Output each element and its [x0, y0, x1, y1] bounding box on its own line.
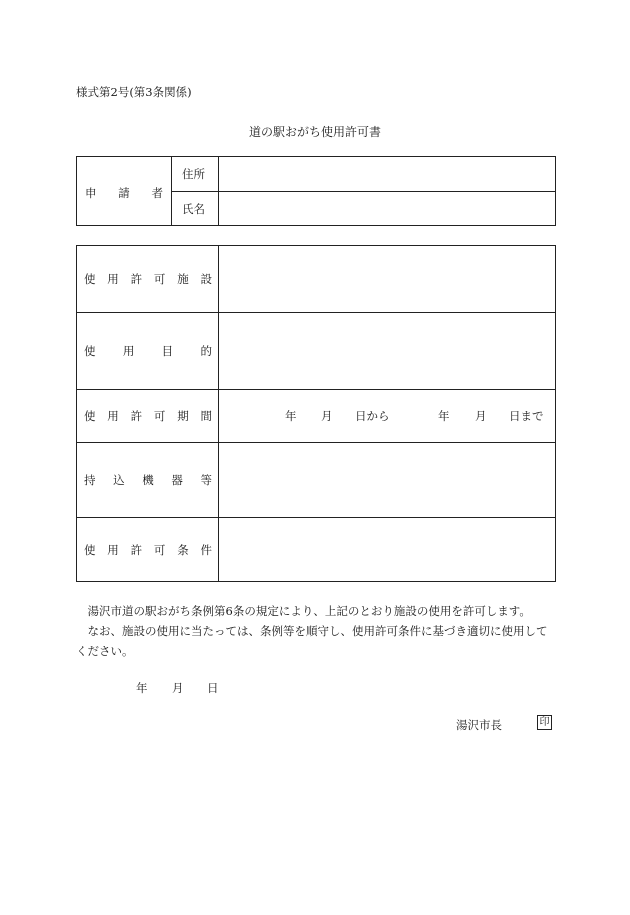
- label-char: 許: [130, 272, 143, 286]
- purpose-row: [77, 312, 555, 389]
- form-number: 様式第2号(第3条関係): [76, 85, 192, 99]
- label-char: 可: [153, 409, 166, 423]
- period-start-month: 月: [321, 409, 333, 423]
- seal-mark: 印: [537, 715, 552, 730]
- label-char: 可: [153, 272, 166, 286]
- equipment-row: [77, 442, 555, 517]
- body-text: [76, 601, 558, 661]
- period-end-month: 月: [475, 409, 487, 423]
- label-char: 用: [122, 344, 135, 358]
- label-char: 使: [84, 344, 96, 358]
- document-title: 道の駅おがち使用許可書: [248, 125, 381, 139]
- label-char: 使: [84, 409, 96, 423]
- label-char: 機: [142, 473, 154, 487]
- label-char: 施: [177, 272, 189, 286]
- label-char: 可: [153, 542, 166, 557]
- purpose-field[interactable]: [219, 313, 555, 389]
- label-char: 使: [84, 542, 96, 557]
- issuer-name: 湯沢市長: [456, 718, 502, 732]
- permission-table: [76, 245, 556, 582]
- period-label: [77, 390, 219, 442]
- label-char: 等: [200, 473, 212, 487]
- facility-row: [77, 246, 555, 312]
- applicant-label-char: 請: [118, 186, 130, 200]
- applicant-label-char: 者: [151, 186, 163, 200]
- facility-label: [77, 246, 219, 312]
- address-field[interactable]: [219, 157, 555, 192]
- label-char: 設: [200, 272, 212, 286]
- period-field[interactable]: [219, 390, 555, 442]
- period-end-day: 日まで: [509, 409, 544, 423]
- label-char: 持: [84, 473, 96, 487]
- label-char: 条: [177, 542, 189, 557]
- period-end-year: 年: [438, 409, 450, 423]
- body-paragraph-1: 湯沢市道の駅おがち条例第6条の規定により、上記のとおり施設の使用を許可します。: [87, 604, 531, 618]
- date-year: 年: [136, 681, 148, 695]
- period-start-year: 年: [285, 409, 297, 423]
- label-char: 許: [130, 409, 143, 423]
- label-char: 許: [130, 542, 143, 557]
- facility-field[interactable]: [219, 246, 555, 312]
- equipment-label: [77, 443, 219, 517]
- label-char: 件: [200, 542, 212, 557]
- label-char: 的: [200, 344, 212, 358]
- conditions-row: [77, 517, 555, 581]
- label-char: 間: [200, 409, 212, 423]
- period-start-day: 日から: [355, 409, 390, 423]
- conditions-field[interactable]: [219, 518, 555, 581]
- purpose-label: [77, 313, 219, 389]
- label-char: 用: [107, 542, 119, 557]
- date-day: 日: [207, 681, 219, 695]
- applicant-table: [76, 156, 556, 226]
- applicant-label-char: 申: [85, 186, 97, 200]
- date-month: 月: [172, 681, 184, 695]
- label-char: 目: [161, 344, 174, 358]
- label-char: 器: [171, 473, 183, 487]
- body-paragraph-2: なお、施設の使用に当たっては、条例等を順守し、使用許可条件に基づき適切に使用してください。: [76, 624, 548, 658]
- address-label: 住所: [172, 157, 219, 192]
- name-field[interactable]: [219, 191, 555, 226]
- label-char: 使: [84, 272, 96, 286]
- label-char: 期: [177, 409, 189, 423]
- conditions-label: [77, 518, 219, 581]
- equipment-field[interactable]: [219, 443, 555, 517]
- label-char: 用: [107, 409, 119, 423]
- period-row: [77, 389, 555, 442]
- name-label: 氏名: [172, 191, 219, 226]
- label-char: 用: [107, 272, 119, 286]
- label-char: 込: [113, 473, 125, 487]
- applicant-label: [77, 157, 172, 225]
